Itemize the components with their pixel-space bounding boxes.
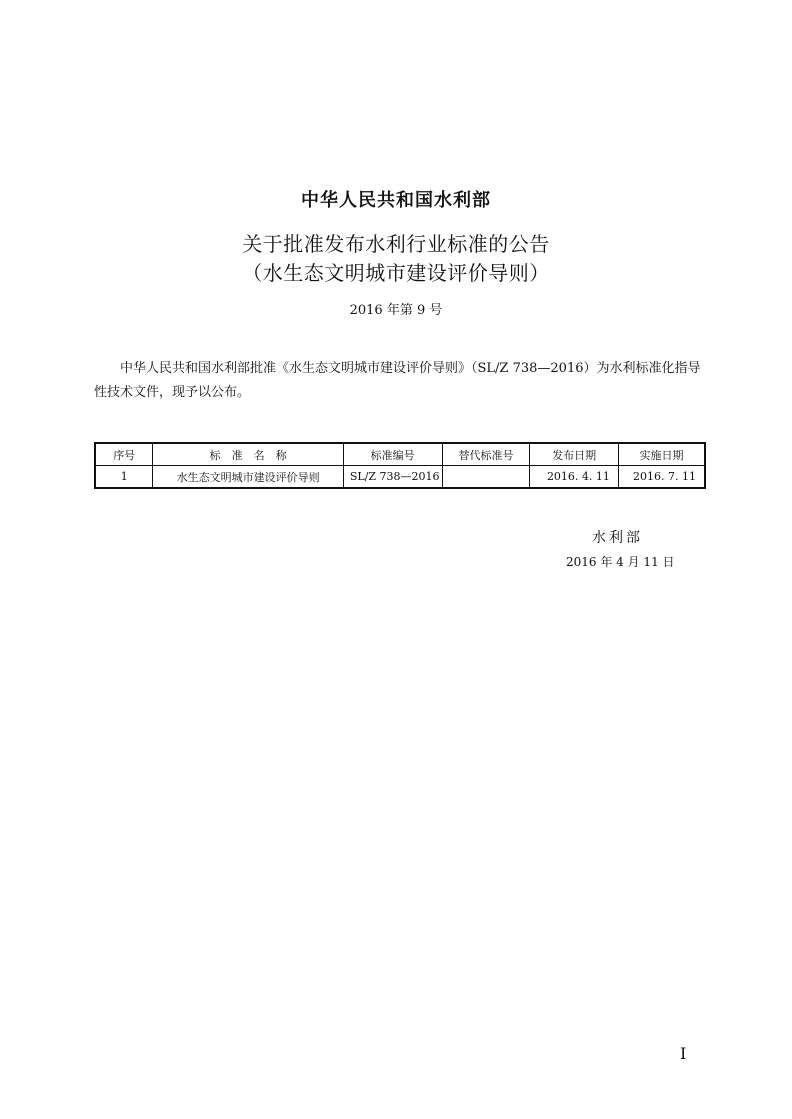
signer: 水利部 — [592, 530, 643, 546]
header-standard-name: 标 准 名 称 — [153, 443, 343, 466]
header-effective-date: 实施日期 — [618, 443, 705, 466]
ministry-title: 中华人民共和国水利部 — [301, 190, 491, 211]
notice-title: 关于批准发布水利行业标准的公告 — [242, 232, 550, 256]
notice-subtitle: （水生态文明城市建设评价导则） — [242, 261, 550, 285]
cell-standard-code: SL/Z 738—2016 — [343, 466, 442, 489]
cell-standard-name: 水生态文明城市建设评价导则 — [153, 466, 343, 489]
notice-paragraph: 中华人民共和国水利部批准《水生态文明城市建设评价导则》（SL/Z 738—2016）为水利标准化指导性技术文件，现予以公布。 — [94, 361, 701, 400]
notice-number: 2016 年第 9 号 — [349, 303, 443, 318]
notice-body — [94, 357, 706, 405]
header-serial: 序号 — [95, 443, 153, 466]
header-standard-code: 标准编号 — [343, 443, 442, 466]
cell-replaced-code — [442, 466, 530, 489]
cell-serial: 1 — [95, 466, 153, 489]
sign-date: 2016 年 4 月 11 日 — [566, 555, 675, 569]
cell-effective-date: 2016. 7. 11 — [618, 466, 705, 489]
header-release-date: 发布日期 — [530, 443, 618, 466]
table-row — [95, 466, 705, 489]
header-replaced-code: 替代标准号 — [442, 443, 530, 466]
standards-table — [94, 442, 706, 489]
page-number: I — [680, 1044, 687, 1063]
cell-release-date: 2016. 4. 11 — [530, 466, 618, 489]
table-header-row — [95, 443, 705, 466]
